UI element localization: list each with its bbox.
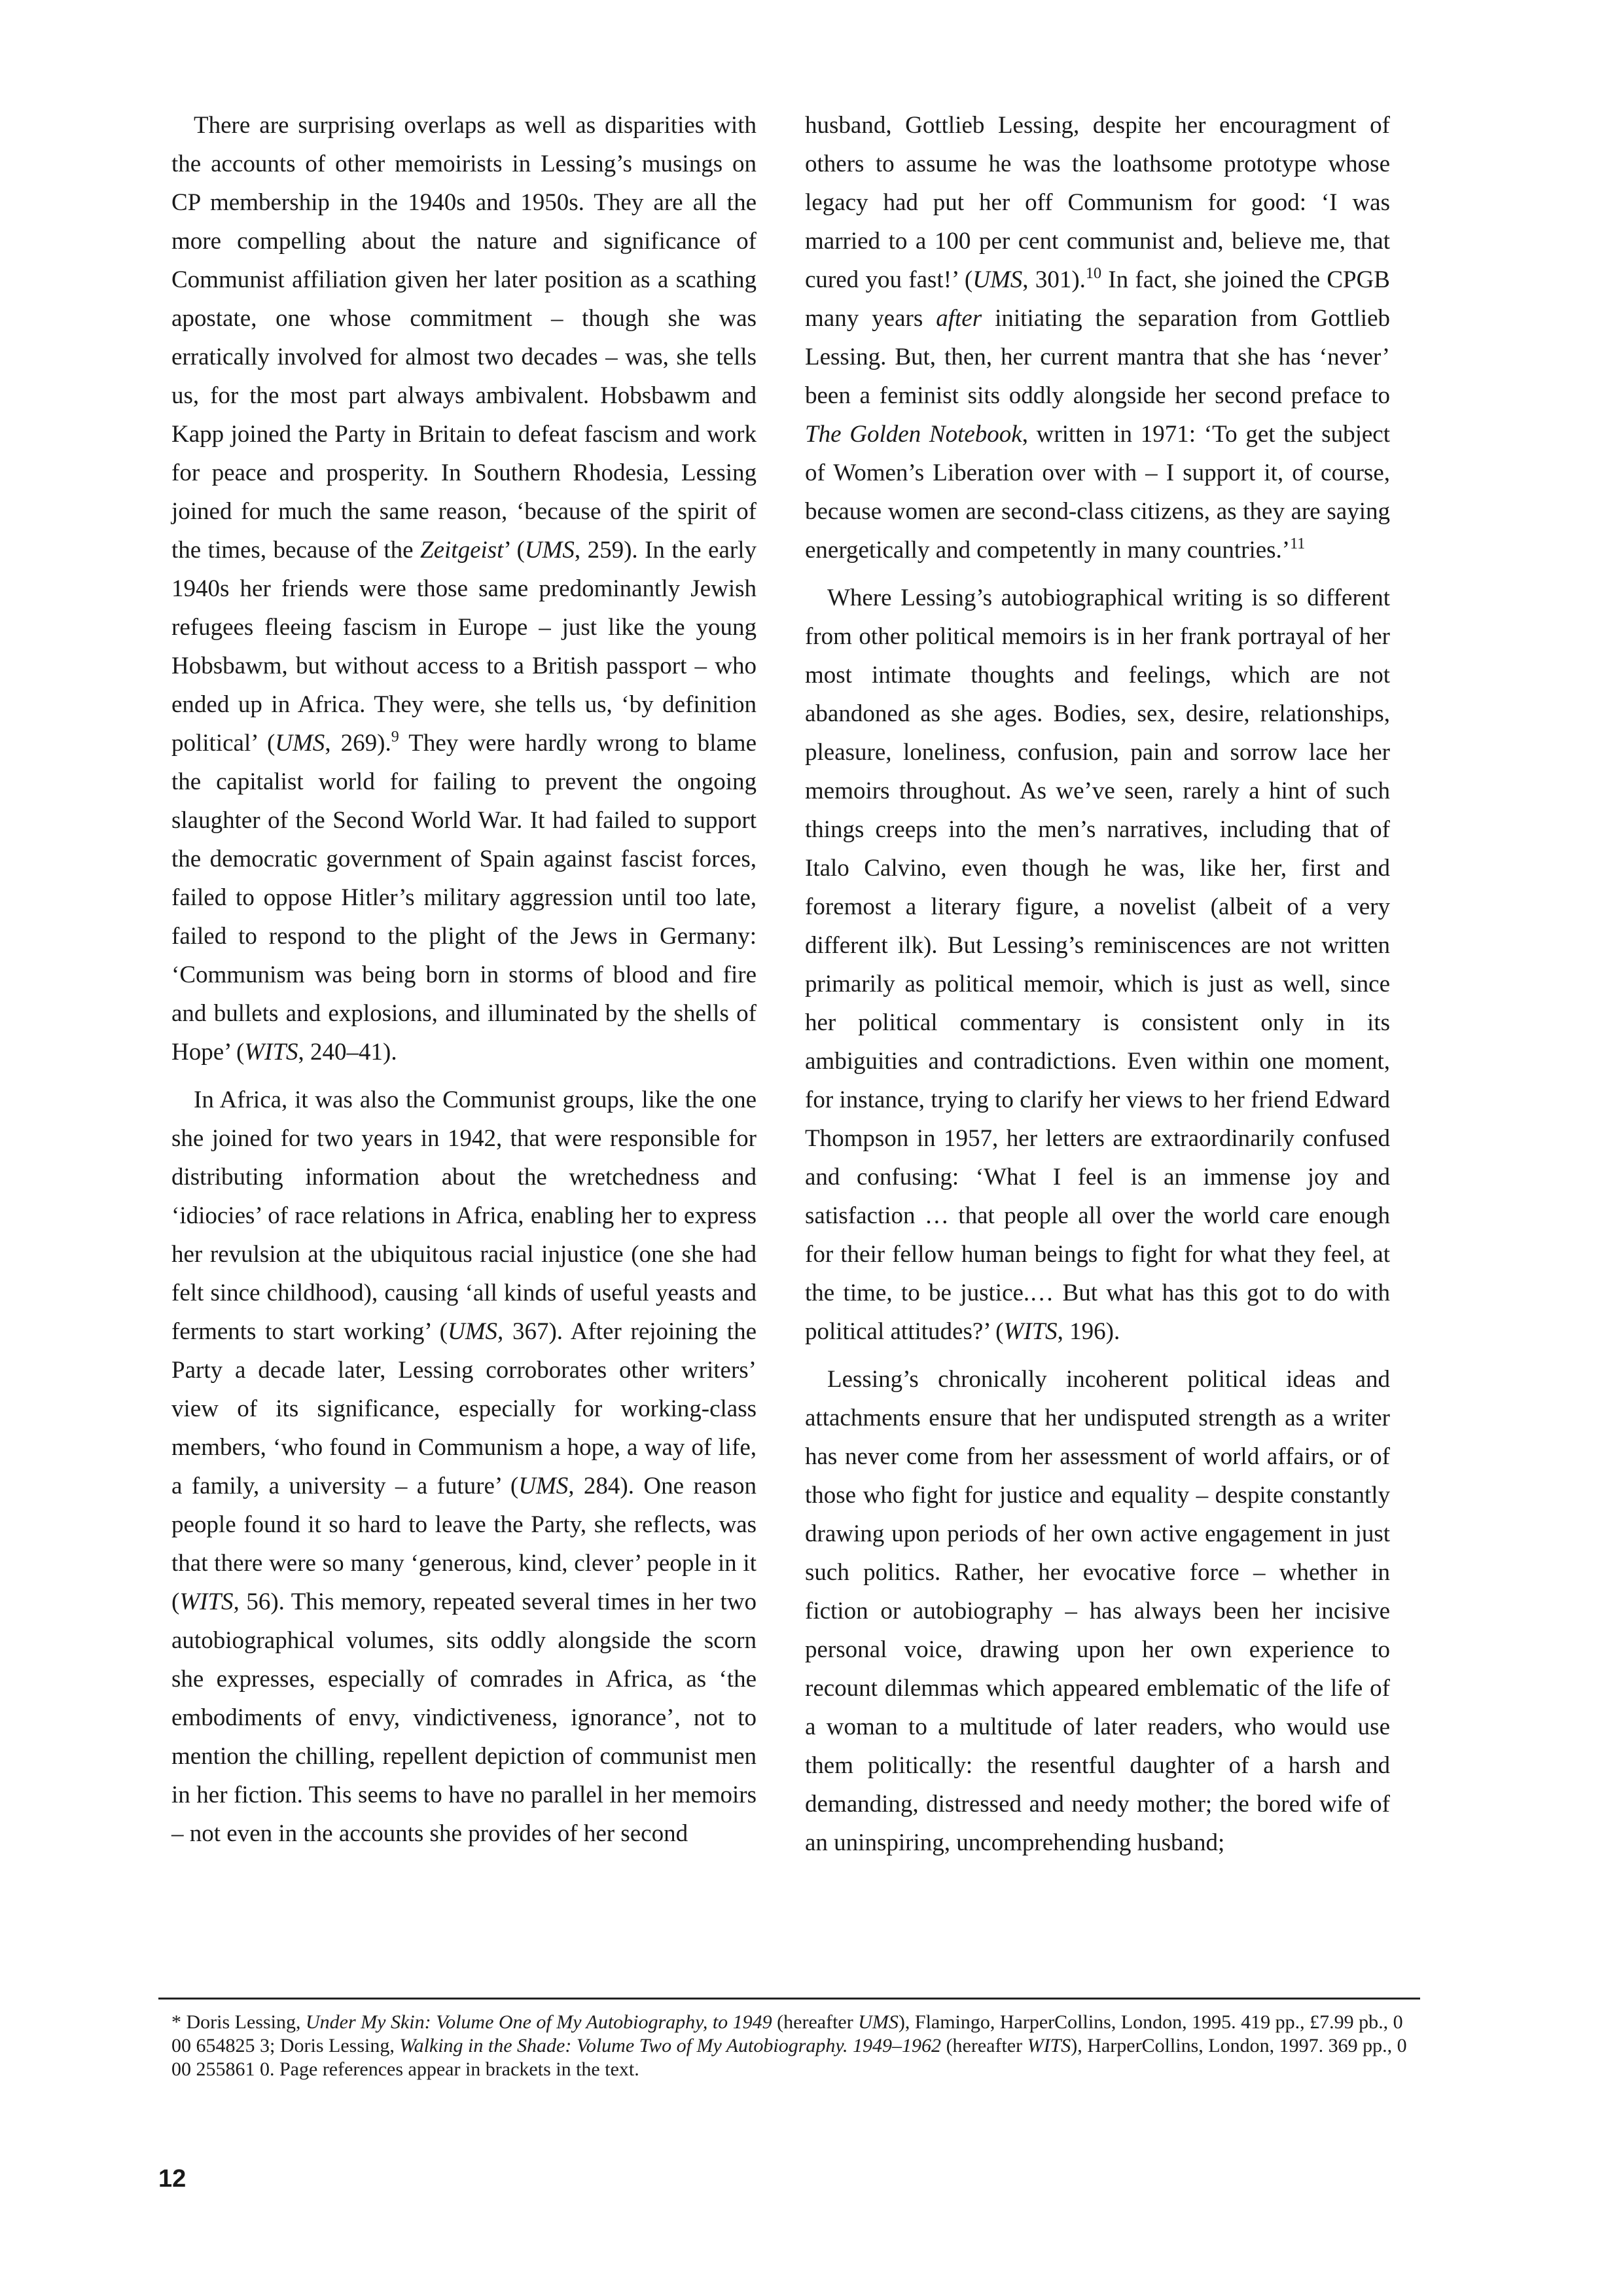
paragraph: husband, Gottlieb Lessing, despite her encouragment of others to assume he was the loathsome prototype whose legacy had put her off Communism for good: ‘I was married to a 100 per cent communist and, believe me, that cured you fast!’ (UMS, 301).$^{10}$ In fact, she joined the CPGB many years after initiating the separation from Gottlieb Lessing. But, then, her current mantra that she has ‘never’ been a feminist sits oddly alongside her second preface to The Golden Notebook, written in 1971: ‘To get the subject of Women’s Liberation over with – I support it, of course, because women are second-class citizens, as they are saying energetically and competently in many countries.’$^{11}$ <box>805 112 1390 564</box>
page-number: 12 <box>158 2165 187 2193</box>
paragraph: Lessing’s chronically incoherent political ideas and attachments ensure that her undisputed strength as a writer has never come from her assessment of world affairs, or of those who fight for justice and equality – despite constantly drawing upon periods of her own active engagement in just such politics. Rather, her evocative force – whether in fiction or autobiography – has always been her incisive personal voice, drawing upon her own experience to recount dilemmas which appeared emblematic of the life of a woman to a multitude of later readers, who would use them politically: the resentful daughter of a harsh and demanding, distressed and needy mother; the bored wife of an uninspiring, uncomprehending husband; <box>805 1366 1390 1856</box>
paragraph: There are surprising overlaps as well as disparities with the accounts of other memoirists in Lessing’s musings on CP membership in the 1940s and 1950s. They are all the more compelling about the nature and significance of Communist affiliation given her later position as a scathing apostate, one whose commitment – though she was erratically involved for almost two decades – was, she tells us, for the most part always ambivalent. Hobsbawm and Kapp joined the Party in Britain to defeat fascism and work for peace and prosperity. In Southern Rhodesia, Lessing joined for much the same reason, ‘because of the spirit of the times, because of the Zeitgeist’ (UMS, 259). In the early 1940s her friends were those same predominantly Jewish refugees fleeing fascism in Europe – just like the young Hobsbawm, but without access to a British passport – who ended up in Africa. They were, she tells us, ‘by definition political’ (UMS, 269).$^9$ They were hardly wrong to blame the capitalist world for failing to prevent the ongoing slaughter of the Second World War. It had failed to support the democratic government of Spain against fascist forces, failed to oppose Hitler’s military aggression until too late, failed to respond to the plight of the Jews in Germany: ‘Communism was being born in storms of blood and fire and bullets and explosions, and illuminated by the shells of Hope’ (WITS, 240–41). <box>171 112 757 1066</box>
left-text-column <box>171 106 757 1853</box>
paragraph: In Africa, it was also the Communist groups, like the one she joined for two years in 1942, that were responsible for distributing information about the wretchedness and ‘idiocies’ of race relations in Africa, enabling her to express her revulsion at the ubiquitous racial injustice (one she had felt since childhood), causing ‘all kinds of useful yeasts and ferments to start working’ (UMS, 367). After rejoining the Party a decade later, Lessing corroborates other writers’ view of its significance, especially for working-class members, ‘who found in Communism a hope, a way of life, a family, a university – a future’ (UMS, 284). One reason people found it so hard to leave the Party, she reflects, was that there were so many ‘generous, kind, clever’ people in it (WITS, 56). This memory, repeated several times in her two autobiographical volumes, sits oddly alongside the scorn she expresses, especially of comrades in Africa, as ‘the embodiments of envy, vindictiveness, ignorance’, not to mention the chilling, repellent depiction of communist men in her fiction. This seems to have no parallel in her memoirs – not even in the accounts she provides of her second <box>171 1086 757 1847</box>
footnote: * Doris Lessing, Under My Skin: Volume One of My Autobiography, to 1949 (hereafter UMS), Flamingo, HarperCollins, London, 1995. 419 pp., £7.99 pb., 0 00 654825 3; Doris Lessing, Walking in the Shade: Volume Two of My Autobiography. 1949–1962 (hereafter WITS), HarperCollins, London, 1997. 369 pp., 0 00 255861 0. Page references appear in brackets in the text. <box>171 2011 1407 2080</box>
paragraph: Where Lessing’s autobiographical writing is so different from other political memoirs is in her frank portrayal of her most intimate thoughts and feelings, which are not abandoned as she ages. Bodies, sex, desire, relationships, pleasure, loneliness, confusion, pain and sorrow lace her memoirs throughout. As we’ve seen, rarely a hint of such things creeps into the men’s narratives, including that of Italo Calvino, even though he was, like her, first and foremost a literary figure, a novelist (albeit of a very different ilk). But Lessing’s reminiscences are not written primarily as political memoir, which is just as well, since her political commentary is consistent only in its ambiguities and contradictions. Even within one moment, for instance, trying to clarify her views to her friend Edward Thompson in 1957, her letters are extraordinarily confused and confusing: ‘What I feel is an immense joy and satisfaction … that people all over the world care enough for their fellow human beings to fight for what they feel, at the time, to be justice.… But what has this got to do with political attitudes?’ (WITS, 196). <box>805 584 1390 1345</box>
footnote-rule <box>158 1998 1420 2000</box>
right-text-column <box>805 106 1390 1862</box>
